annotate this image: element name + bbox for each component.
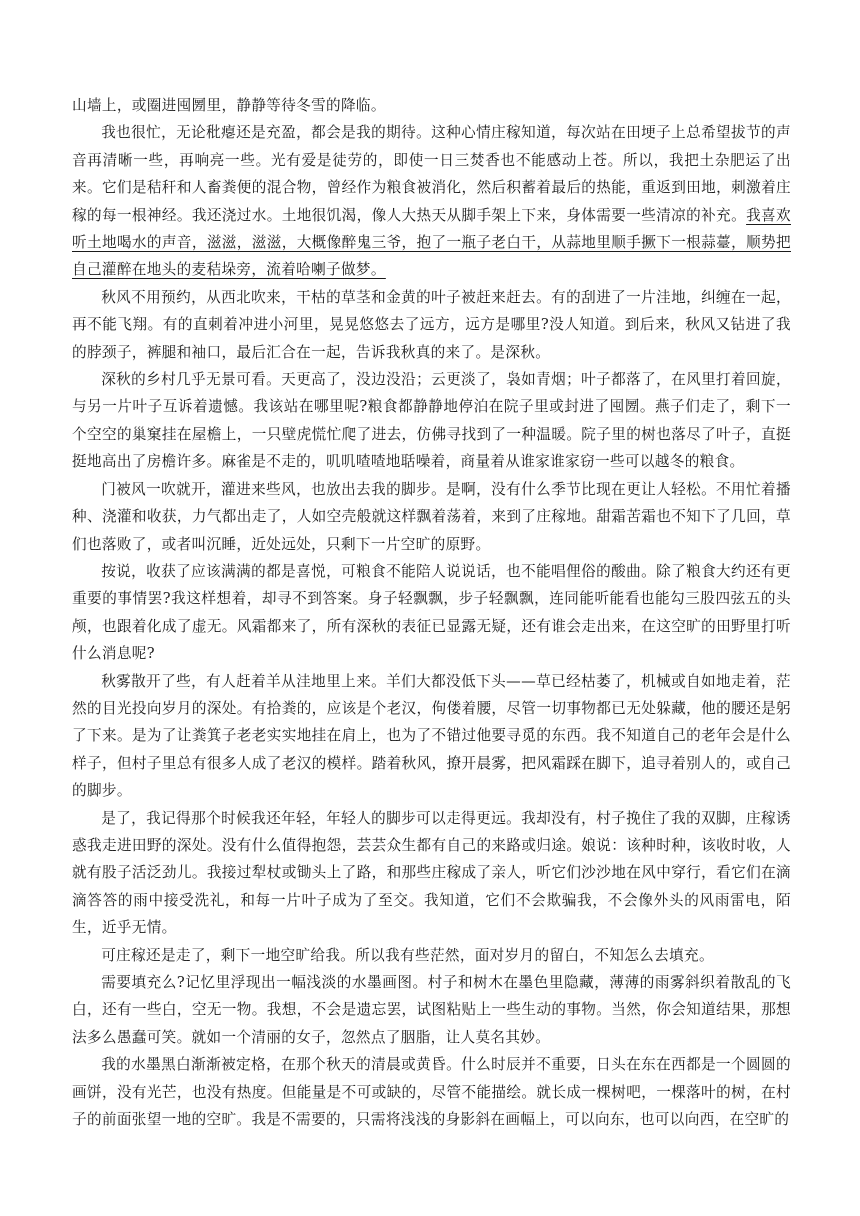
paragraph-ink-fixed: 我的水墨黑白渐渐被定格，在那个秋天的清晨或黄昏。什么时辰并不重要，日头在东在西都是一个圆圆的画饼，没有光芒，也没有热度。但能量是不可或缺的，尽管不能描绘。就长成一棵树吧，一棵落叶的树，在村子的前面张望一地的空旷。我是不需要的，只需将浅浅的身影斜在画幅上，可以向东，也可以向西，在空旷的	[72, 1056, 791, 1129]
paragraph-watering	[72, 119, 791, 283]
paragraph-continued: 山墙上，或圈进囤圐里，静静等待冬雪的降临。	[72, 97, 386, 114]
paragraph-autumn-wind: 秋风不用预约，从西北吹来，干枯的草茎和金黄的叶子被赶来赶去。有的刮进了一片洼地，纠缠在一起，再不能飞翔。有的直刺着冲进小河里，晃晃悠悠去了远方，远方是哪里?没人知道。到后来，秋风又钻进了我的脖颈子，裤腿和袖口，最后汇合在一起，告诉我秋真的来了。是深秋。	[72, 288, 791, 361]
paragraph-door: 门被风一吹就开，灌进来些风，也放出去我的脚步。是啊，没有什么季节比现在更让人轻松。不用忙着播种、浇灌和收获，力气都出走了，人如空壳般就这样飘着荡着，来到了庄稼地。甜霜苦霜也不知下了几回，草们也落败了，或者叫沉睡，近处远处，只剩下一片空旷的原野。	[72, 480, 791, 553]
paragraph-harvest: 按说，收获了应该满满的都是喜悦，可粮食不能陪人说说话，也不能唱俚俗的酸曲。除了粮食大约还有更重要的事情罢?我这样想着，却寻不到答案。身子轻飘飘，步子轻飘飘，连同能听能看也能勾三股四弦五的头颅，也跟着化成了虚无。风霜都来了，所有深秋的表征已显露无疑，还有谁会走出来，在这空旷的田野里打听什么消息呢?	[72, 562, 791, 663]
document-page	[72, 92, 791, 1133]
paragraph-crops-gone: 可庄稼还是走了，剩下一地空旷给我。所以我有些茫然，面对岁月的留白，不知怎么去填充。	[101, 946, 714, 964]
underlined-sentence: 我喜欢听土地喝水的声音，滋滋，滋滋，大概像醉鬼三爷，抱了一瓶子老白干，从蒜地里顺手撅下一根蒜薹，顺势把自己灌醉在地头的麦秸垛旁，流着哈喇子做梦。	[72, 206, 791, 279]
paragraph-ink-painting: 需要填充么?记忆里浮现出一幅浅淡的水墨画图。村子和树木在墨色里隐藏，薄薄的雨雾斜织着散乱的飞白，还有一些白，空无一物。我想，不会是遗忘罢，试图粘贴上一些生动的事物。当然，你会知道结果，那想法多么愚蠢可笑。就如一个清丽的女子，忽然点了胭脂，让人莫名其妙。	[72, 974, 791, 1046]
paragraph-late-autumn: 深秋的乡村几乎无景可看。天更高了，没边没沿；云更淡了，袅如青烟；叶子都落了，在风里打着回旋，与另一片叶子互诉着遗憾。我该站在哪里呢?粮食都静静地停泊在院子里或封进了囤圐。燕子们走了，剩下一个空空的巢窠挂在屋檐上，一只壁虎慌忙爬了进去，仿佛寻找到了一种温暖。院子里的树也落尽了叶子，直挺挺地高出了房檐许多。麻雀是不走的，叽叽喳喳地聒噪着，商量着从谁家谁家窃一些可以越冬的粮食。	[72, 371, 791, 471]
paragraph-fog: 秋雾散开了些，有人赶着羊从洼地里上来。羊们大都没低下头——草已经枯萎了，机械或自如地走着，茫然的目光投向岁月的深处。有拾粪的，应该是个老汉，佝偻着腰，尽管一切事物都已无处躲藏，他的腰还是躬了下来。是为了让粪箕子老老实实地挂在肩上，也为了不错过他要寻觅的东西。我不知道自己的老年会是什么样子，但村子里总有很多人成了老汉的模样。踏着秋风，撩开晨雾，把风霜踩在脚下，追寻着别人的，或自己的脚步。	[72, 672, 791, 800]
paragraph-text: 我也很忙，无论秕瘪还是充盈，都会是我的期待。这种心情庄稼知道，每次站在田埂子上总希望拔节的声音再清晰一些，再响亮一些。光有爱是徒劳的，即使一日三焚香也不能感动上苍。所以，我把土杂肥运了出来。它们是秸秆和人畜粪便的混合物，曾经作为粮食被消化，然后积蓄着最后的热能，重返到田地，刺激着庄稼的每一根神经。我还浇过水。土地很饥渴，像人大热天从脚手架上下来，身体需要一些清凉的补充。	[72, 124, 791, 224]
paragraph-youth: 是了，我记得那个时候我还年轻，年轻人的脚步可以走得更远。我却没有，村子挽住了我的双脚，庄稼诱惑我走进田野的深处。没有什么值得抱怨，芸芸众生都有自己的来路或归途。娘说：该种时种，该收时收，人就有股子活泛劲儿。我接过犁杖或锄头上了路，和那些庄稼成了亲人，听它们沙沙地在风中穿行，看它们在滴滴答答的雨中接受洗礼，和每一片叶子成为了至交。我知道，它们不会欺骗我，不会像外头的风雨雷电，陌生，近乎无情。	[72, 809, 791, 937]
